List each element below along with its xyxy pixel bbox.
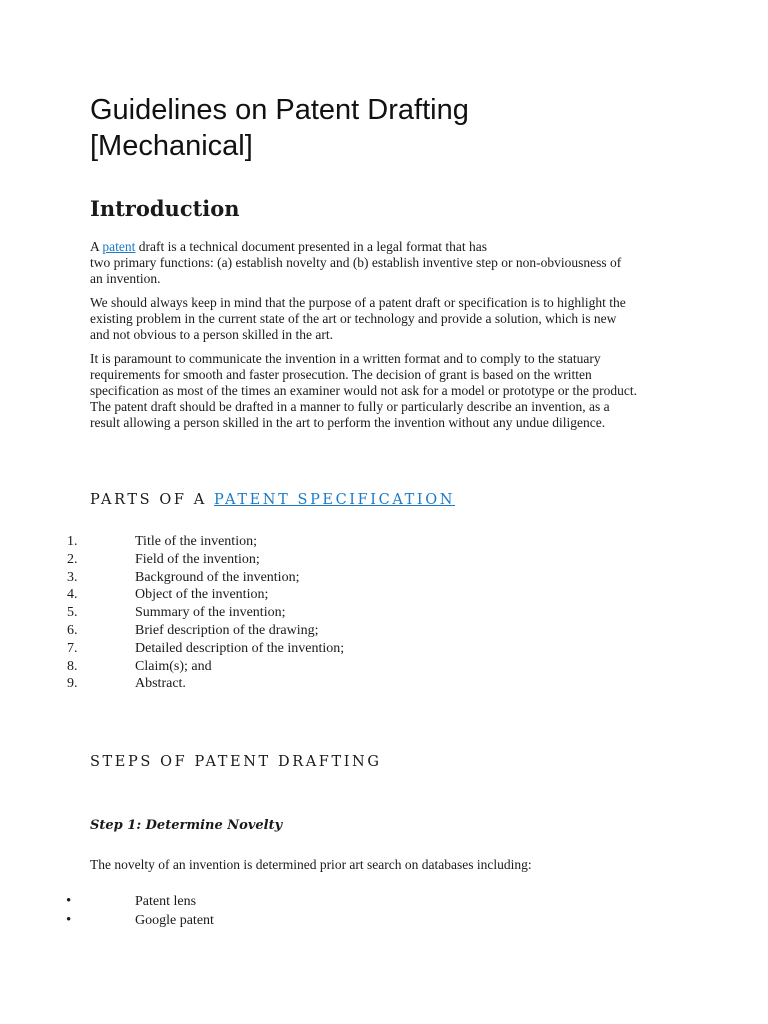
list-item-text: Title of the invention; — [135, 534, 257, 549]
list-item — [0, 675, 600, 693]
list-item-text: Detailed description of the invention; — [135, 640, 345, 656]
parts-list — [0, 533, 600, 693]
bullet-icon: • — [66, 893, 72, 909]
bullet-icon: • — [66, 912, 72, 928]
intro-p3-line-5: result allowing a person skilled in the art to perform the invention without any undue diligence. — [90, 415, 606, 430]
intro-p2-line-3: and not obvious to a person skilled in the art. — [90, 327, 333, 342]
list-item — [0, 604, 600, 622]
list-item-number: 7. — [67, 640, 78, 656]
list-item — [0, 586, 600, 604]
list-item-number: 5. — [67, 605, 78, 621]
list-item — [0, 658, 600, 676]
parts-heading — [90, 492, 455, 508]
list-item-text: Field of the invention; — [135, 551, 260, 567]
intro-p3-line-2: requirements for smooth and faster prosecution. The decision of grant is based on the written — [90, 367, 592, 382]
list-item-number: 3. — [67, 569, 78, 585]
intro-p1-line-1 — [90, 239, 690, 255]
title-line-2: [Mechanical] — [90, 130, 253, 162]
intro-p1-line-3: an invention. — [90, 271, 161, 286]
list-item-text: Claim(s); and — [135, 658, 212, 674]
document-title — [90, 92, 650, 164]
intro-p3-line-3: specification as most of the times an examiner would not ask for a model or prototype or the product. — [90, 383, 637, 398]
intro-paragraph-3 — [90, 351, 690, 431]
list-item-number: 9. — [67, 676, 78, 692]
intro-p1-line-2: two primary functions: (a) establish novelty and (b) establish inventive step or non-obviousness of — [90, 255, 622, 270]
step-1-heading: Step 1: Determine Novelty — [90, 818, 283, 833]
list-item — [0, 622, 600, 640]
list-item-text: Background of the invention; — [135, 569, 300, 585]
steps-heading: STEPS OF PATENT DRAFTING — [90, 754, 382, 770]
list-item — [0, 911, 600, 930]
list-item-text: Object of the invention; — [135, 587, 269, 603]
list-item-number: 8. — [67, 658, 78, 674]
database-list — [0, 892, 600, 930]
list-item-number: 6. — [67, 622, 78, 638]
list-item-text: Brief description of the drawing; — [135, 622, 319, 638]
list-item-text: Google patent — [135, 913, 214, 928]
list-item — [0, 569, 600, 587]
intro-p2-line-1: We should always keep in mind that the purpose of a patent draft or specification is to highlight the — [90, 295, 626, 310]
step-1-text: The novelty of an invention is determined prior art search on databases including: — [90, 857, 532, 872]
intro-paragraph-1 — [90, 239, 690, 287]
list-item — [0, 551, 600, 569]
list-item-text: Summary of the invention; — [135, 605, 286, 621]
list-item — [0, 892, 600, 911]
patent-specification-link[interactable]: PATENT SPECIFICATION — [214, 492, 455, 508]
intro-p1-line1-rest: draft is a technical document presented in a legal format that has — [135, 239, 488, 254]
list-item-number: 1. — [67, 534, 78, 549]
step-1-paragraph — [90, 857, 690, 873]
introduction-heading: Introduction — [90, 196, 240, 221]
intro-p3-line-1: It is paramount to communicate the invention in a written format and to comply to the statuary — [90, 351, 601, 366]
list-item-text: Patent lens — [135, 894, 197, 909]
intro-p3-line-4: The patent draft should be drafted in a manner to fully or particularly describe an invention, as a — [90, 399, 610, 414]
title-line-1: Guidelines on Patent Drafting — [90, 94, 469, 126]
list-item — [0, 533, 600, 551]
patent-link[interactable]: patent — [102, 239, 136, 254]
intro-paragraph-2 — [90, 295, 690, 343]
list-item-text: Abstract. — [135, 676, 186, 692]
list-item-number: 2. — [67, 551, 78, 567]
intro-p1-prefix: A — [90, 239, 103, 254]
intro-p2-line-2: existing problem in the current state of the art or technology and provide a solution, which is new — [90, 311, 617, 326]
parts-heading-prefix: PARTS OF A — [90, 492, 215, 508]
list-item — [0, 640, 600, 658]
list-item-number: 4. — [67, 587, 78, 603]
